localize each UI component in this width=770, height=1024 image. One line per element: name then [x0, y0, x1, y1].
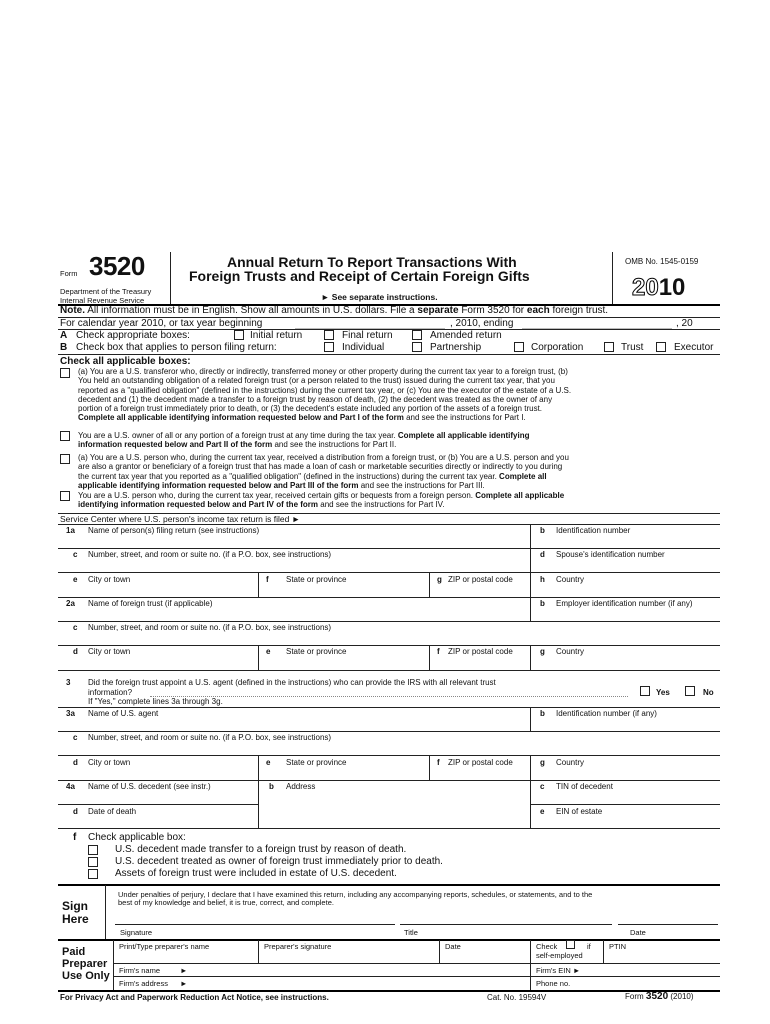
dept-label: Department of the Treasury [60, 287, 152, 296]
preparer-signature-label: Preparer's signature [264, 942, 332, 951]
ptin-field[interactable] [604, 941, 720, 963]
filer-address-field[interactable] [58, 549, 530, 572]
form-number: 3520 [89, 251, 145, 281]
field-num: c [73, 550, 78, 559]
option-owner-prior-death: U.S. decedent treated as owner of foreign trust immediately prior to death. [115, 856, 443, 867]
field-4e-label: EIN of estate [556, 807, 603, 816]
field-num: b [269, 782, 274, 791]
ptin-label: PTIN [609, 942, 627, 951]
see-instructions: ► See separate instructions. [321, 292, 438, 302]
executor-label: Executor [674, 342, 714, 353]
firm-address-field[interactable] [190, 977, 530, 989]
individual-label: Individual [342, 342, 385, 353]
identification-number-field[interactable] [531, 525, 720, 548]
text-normal: the current tax year that you reported as a "qualified obligation" (defined in the instructions) during the current tax year. [78, 471, 497, 481]
initial-return-checkbox[interactable] [234, 330, 244, 340]
box3-checkbox[interactable] [60, 454, 70, 464]
final-return-label: Final return [342, 330, 393, 341]
field-num: 3a [66, 709, 75, 718]
self-employed-label: self-employed [536, 951, 583, 960]
agent-yes-checkbox[interactable] [640, 686, 650, 696]
amended-return-checkbox[interactable] [412, 330, 422, 340]
field-num: f [266, 575, 269, 584]
box1-text [78, 367, 720, 423]
agent-address-field[interactable] [58, 732, 720, 755]
note-prefix: Note. [60, 305, 85, 316]
preparer-label: Preparer [62, 958, 108, 970]
field-num: d [73, 758, 78, 767]
text-line: (a) You are a U.S. person who, during the current tax year, received a distribution from a foreign trust, or (b) You are a U.S. person and you [78, 453, 569, 462]
field-3f-label: ZIP or postal code [448, 758, 513, 767]
field-1g-label: ZIP or postal code [448, 575, 513, 584]
tax-year [632, 274, 685, 302]
filer-zip-field[interactable] [430, 573, 530, 597]
calendar-ending-label: , 2010, ending [450, 318, 514, 329]
tax-year-century: 20 [632, 274, 659, 301]
trust-state-field[interactable] [259, 646, 429, 670]
name-of-filer-field[interactable] [58, 525, 530, 548]
text-normal: You are a U.S. owner of all or any portion of a foreign trust at any time during the tax year. [78, 431, 396, 440]
field-3-line3: If "Yes," complete lines 3a through 3g. [88, 697, 223, 706]
vrule [105, 885, 106, 939]
rule [58, 990, 720, 992]
check-all-heading: Check all applicable boxes: [60, 356, 191, 367]
row-b-label: Check box that applies to person filing return: [76, 342, 277, 353]
field-3d-label: City or town [88, 758, 131, 767]
text-line: portion of a foreign trust immediately prior to death, or (3) the decedent's estate included any portion of the assets of a foreign trust. [78, 404, 543, 414]
filer-country-field[interactable] [531, 573, 720, 597]
form-title-line2: Foreign Trusts and Receipt of Certain Foreign Gifts [189, 268, 530, 284]
amended-return-label: Amended return [430, 330, 502, 341]
field-num: f [73, 832, 77, 843]
title-field[interactable] [400, 908, 612, 924]
irs-label: Internal Revenue Service [60, 296, 145, 305]
option-included-in-estate: Assets of foreign trust were included in estate of U.S. decedent. [115, 868, 397, 879]
field-num: g [540, 647, 545, 656]
field-num: g [437, 575, 442, 584]
row-b-letter: B [60, 342, 68, 353]
text-line: are also a grantor or beneficiary of a foreign trust that has made a loan of cash or marketable securities directly or indirectly to you during [78, 462, 563, 472]
field-1d-label: Spouse's identification number [556, 550, 665, 559]
catalog-number: Cat. No. 19594V [487, 993, 547, 1002]
signature-label: Signature [120, 928, 153, 937]
use-only-label: Use Only [62, 970, 110, 982]
service-center-label: Service Center where U.S. person's income tax return is filed ► [60, 514, 301, 524]
field-2d-label: City or town [88, 647, 131, 656]
field-3a-label: Name of U.S. agent [88, 709, 159, 718]
field-4a-label: Name of U.S. decedent (see instr.) [88, 782, 211, 791]
box4-checkbox[interactable] [60, 491, 70, 501]
text-line: decedent and (1) the decedent made a transfer to a foreign trust by reason of death, (2) the decedent was treated as the owner of any [78, 394, 553, 404]
agent-state-field[interactable] [259, 756, 429, 780]
field-1a-label: Name of person(s) filing return (see instructions) [88, 526, 260, 535]
field-1c-label: Number, street, and room or suite no. (if a P.O. box, see instructions) [88, 550, 332, 559]
field-num: c [540, 782, 545, 791]
final-return-checkbox[interactable] [324, 330, 334, 340]
field-2c-label: Number, street, and room or suite no. (if a P.O. box, see instructions) [88, 623, 332, 632]
row-a-label: Check appropriate boxes: [76, 330, 190, 341]
foreign-trust-name-field[interactable] [58, 598, 530, 621]
text-normal: and see the instructions for Part II. [274, 440, 397, 450]
text-normal: and see the instructions for Part IV. [320, 500, 445, 510]
text-bold: Complete all [499, 471, 547, 481]
partnership-label: Partnership [430, 342, 482, 353]
agent-zip-field[interactable] [430, 756, 530, 780]
form-word: Form [60, 269, 78, 278]
field-3-line2: information? [88, 688, 133, 697]
corporation-label: Corporation [531, 342, 584, 353]
note-separate: separate [417, 305, 459, 316]
rule [58, 670, 720, 671]
field-num: h [540, 575, 545, 584]
firm-ein-label: Firm's EIN ► [536, 966, 581, 975]
footer-form-number: 3520 [645, 991, 669, 1002]
transfer-by-death-checkbox[interactable] [88, 845, 98, 855]
text-normal: and see the instructions for Part III. [360, 480, 485, 490]
note-text: All information must be in English. Show all amounts in U.S. dollars. File a [87, 305, 415, 316]
field-3c-label: Number, street, and room or suite no. (if a P.O. box, see instructions) [88, 733, 332, 742]
sign-date-field[interactable] [618, 908, 718, 924]
text-line [78, 413, 720, 422]
trust-country-field[interactable] [531, 646, 720, 670]
decedent-address-field[interactable] [259, 781, 530, 828]
field-num: e [73, 575, 78, 584]
header-divider-right [612, 252, 613, 304]
field-3-line1: Did the foreign trust appoint a U.S. agent (defined in the instructions) who can provide the IRS with all relevant trust [88, 678, 496, 687]
signature-field[interactable] [115, 908, 395, 924]
agent-no-checkbox[interactable] [685, 686, 695, 696]
rule [58, 884, 720, 886]
text-line [78, 431, 720, 440]
row-a-letter: A [60, 330, 68, 341]
preparer-date-field[interactable] [440, 941, 530, 963]
note-text2: Form 3520 for [461, 305, 525, 316]
sign-label: Sign [62, 899, 88, 913]
tax-year-digits: 10 [658, 274, 686, 301]
phone-field[interactable] [575, 977, 720, 989]
field-4f-label: Check applicable box: [88, 832, 186, 843]
field-num: 1a [66, 526, 75, 535]
agent-country-field[interactable] [531, 756, 720, 780]
text-normal: You are a U.S. person who, during the current tax year, received certain gifts or bequests from a foreign person. [78, 491, 474, 500]
field-2a-label: Name of foreign trust (if applicable) [88, 599, 213, 608]
field-1b-label: Identification number [556, 526, 631, 535]
text-line [78, 472, 720, 481]
text-line: reported as a "qualified obligation" (defined in the instructions) during the current tax year, or (c) You are the executor of the estate of a U.S. [78, 385, 572, 395]
individual-checkbox[interactable] [324, 342, 334, 352]
paid-label: Paid [62, 946, 86, 958]
field-2g-label: Country [556, 647, 585, 656]
option-transfer-by-death: U.S. decedent made transfer to a foreign trust by reason of death. [115, 844, 407, 855]
firm-name-field[interactable] [190, 964, 530, 976]
partnership-checkbox[interactable] [412, 342, 422, 352]
trust-address-field[interactable] [58, 622, 720, 645]
decedent-name-field[interactable] [58, 781, 258, 804]
field-num: g [540, 758, 545, 767]
initial-return-label: Initial return [250, 330, 303, 341]
text-bold: identifying information requested below and Part IV of the form [78, 500, 319, 510]
preparer-date-label: Date [445, 942, 461, 951]
privacy-notice: For Privacy Act and Paperwork Reduction Act Notice, see instructions. [60, 993, 329, 1002]
estate-ein-field[interactable] [531, 805, 720, 828]
text-line [78, 491, 720, 500]
trust-label: Trust [621, 342, 644, 353]
field-num: e [540, 807, 545, 816]
calendar-year-label: For calendar year 2010, or tax year beginning [60, 318, 263, 329]
field-1f-label: State or province [286, 575, 347, 584]
corporation-checkbox[interactable] [514, 342, 524, 352]
field-num: d [540, 550, 545, 559]
agent-id-field[interactable] [531, 708, 720, 731]
firm-ein-field[interactable] [585, 964, 720, 976]
text-line [78, 500, 720, 509]
print-name-label: Print/Type preparer's name [119, 942, 210, 951]
date-line [618, 924, 718, 925]
title-label: Title [404, 928, 418, 937]
firm-name-arrow: ► [180, 966, 188, 975]
note-text3: foreign trust. [552, 305, 609, 316]
field-num: 4a [66, 782, 75, 791]
field-2e-label: State or province [286, 647, 347, 656]
trust-ein-field[interactable] [531, 598, 720, 621]
field-num: f [437, 758, 440, 767]
box2-text [78, 431, 720, 450]
field-num: b [540, 709, 545, 718]
text-bold: Complete all applicable [475, 491, 565, 500]
field-num: b [540, 526, 545, 535]
trust-city-field[interactable] [58, 646, 258, 670]
agent-city-field[interactable] [58, 756, 258, 780]
executor-checkbox[interactable] [656, 342, 666, 352]
firm-address-arrow: ► [180, 979, 188, 988]
spouse-id-field[interactable] [531, 549, 720, 572]
field-num: f [437, 647, 440, 656]
trust-checkbox[interactable] [604, 342, 614, 352]
text-bold: applicable identifying information requested below and Part III of the form [78, 480, 359, 490]
self-employed-checkbox[interactable] [566, 940, 575, 949]
text-line: (a) You are a U.S. transferor who, directly or indirectly, transferred money or other property during the current tax year to a foreign trust, (b) [78, 367, 568, 376]
footer-form-id [625, 991, 694, 1002]
field-2b-label: Employer identification number (if any) [556, 599, 693, 608]
filer-city-field[interactable] [58, 573, 258, 597]
here-label: Here [62, 912, 89, 926]
preparer-name-field[interactable] [114, 941, 258, 963]
firm-address-label: Firm's address [119, 979, 168, 988]
perjury-line2: best of my knowledge and belief, it is true, correct, and complete. [118, 898, 334, 907]
field-2f-label: ZIP or postal code [448, 647, 513, 656]
field-num: 3 [66, 678, 71, 687]
rule [58, 354, 720, 355]
signature-line [115, 924, 395, 925]
trust-zip-field[interactable] [430, 646, 530, 670]
form-title-line1: Annual Return To Report Transactions With [227, 254, 517, 270]
owner-prior-death-checkbox[interactable] [88, 857, 98, 867]
field-num: 2a [66, 599, 75, 608]
field-num: e [266, 647, 271, 656]
omb-number: OMB No. 1545-0159 [625, 257, 699, 266]
footer-form-word: Form [625, 992, 644, 1001]
text-line [78, 440, 720, 449]
box1-checkbox[interactable] [60, 368, 70, 378]
calendar-end-year-label: , 20 [676, 318, 693, 329]
field-1e-label: City or town [88, 575, 131, 584]
field-3b-label: Identification number (if any) [556, 709, 657, 718]
text-normal: and see the instructions for Part I. [406, 413, 526, 423]
box4-text [78, 491, 720, 510]
text-line [78, 481, 720, 490]
decedent-tin-field[interactable] [531, 781, 720, 804]
text-bold: Complete all applicable identifying information requested below and Part I of the form [78, 413, 404, 423]
text-bold: information requested below and Part II of the form [78, 440, 273, 450]
field-3g-label: Country [556, 758, 585, 767]
vrule [530, 940, 531, 963]
field-num: c [73, 623, 78, 632]
included-in-estate-checkbox[interactable] [88, 869, 98, 879]
field-num: d [73, 807, 78, 816]
field-num: b [540, 599, 545, 608]
check-label: Check [536, 942, 558, 951]
text-bold: Complete all applicable identifying [397, 431, 530, 440]
note-line [60, 305, 608, 316]
header-divider-left [170, 252, 171, 304]
text-line: You held an outstanding obligation of a related foreign trust (or a person related to the trust) issued during the current tax year, that you [78, 376, 555, 386]
field-4d-label: Date of death [88, 807, 137, 816]
field-4c-label: TIN of decedent [556, 782, 613, 791]
field-4b-label: Address [286, 782, 316, 791]
filer-state-field[interactable] [259, 573, 429, 597]
phone-label: Phone no. [536, 979, 571, 988]
preparer-signature-field[interactable] [259, 941, 439, 963]
date-of-death-field[interactable] [58, 805, 258, 828]
field-num: c [73, 733, 78, 742]
footer-year: (2010) [670, 992, 694, 1001]
perjury-line1: Under penalties of perjury, I declare that I have examined this return, including any accompanying reports, schedules, or statements, and to the [118, 890, 593, 899]
title-line [400, 924, 612, 925]
if-label: if [587, 942, 591, 951]
box2-checkbox[interactable] [60, 431, 70, 441]
field-3e-label: State or province [286, 758, 347, 767]
field-num: e [266, 758, 271, 767]
firm-name-label: Firm's name [119, 966, 161, 975]
us-agent-name-field[interactable] [58, 708, 530, 731]
field-num: d [73, 647, 78, 656]
box3-text [78, 453, 720, 490]
note-each: each [526, 305, 550, 316]
sign-date-label: Date [630, 928, 646, 937]
agent-yes-label: Yes [656, 688, 670, 697]
field-1h-label: Country [556, 575, 585, 584]
agent-no-label: No [703, 688, 714, 697]
rule [58, 828, 720, 829]
